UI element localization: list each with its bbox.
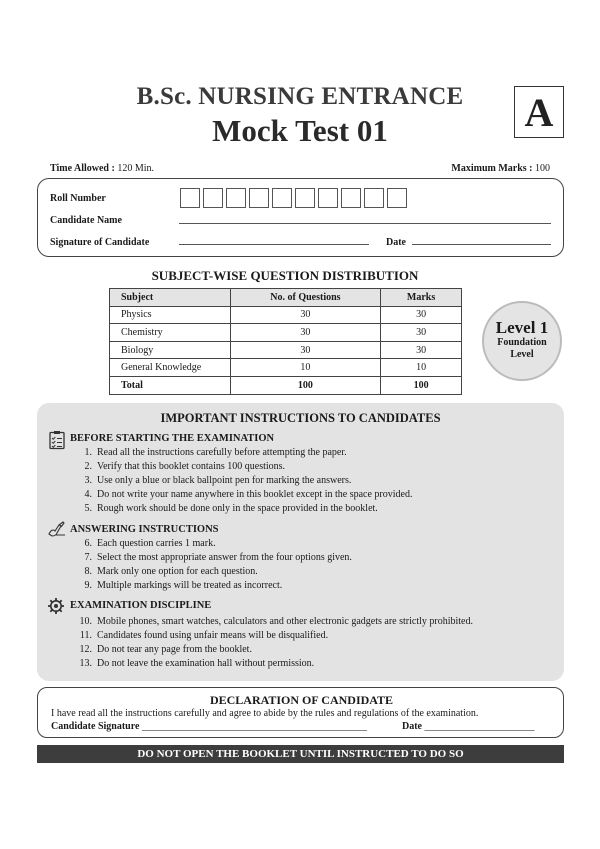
- instruction-item: [70, 616, 473, 627]
- marks-cell: 30: [381, 306, 462, 324]
- time-label: Time Allowed :: [50, 163, 115, 174]
- gear-icon: [47, 597, 65, 615]
- level-badge-line: Foundation: [497, 337, 547, 348]
- declaration-box: [37, 687, 564, 738]
- instruction-number: 8.: [84, 566, 92, 577]
- test-title: Mock Test 01: [212, 113, 388, 148]
- instructions-title: IMPORTANT INSTRUCTIONS TO CANDIDATES: [160, 411, 441, 425]
- questions-cell: 30: [230, 324, 380, 342]
- level-badge: [482, 301, 562, 381]
- instruction-text: Do not write your name anywhere in this booklet except in the space provided.: [97, 489, 413, 500]
- instruction-text: Do not tear any page from the booklet.: [97, 644, 252, 655]
- subject-cell: Total: [110, 376, 231, 394]
- table-row: [110, 359, 462, 377]
- questions-cell: 100: [230, 376, 380, 394]
- date-label: Date: [386, 237, 406, 248]
- instruction-text: Select the most appropriate answer from the four options given.: [97, 552, 352, 563]
- marks-value: 100: [535, 163, 550, 174]
- signature-line[interactable]: [179, 244, 369, 245]
- candidate-signature-label: Candidate Signature: [51, 721, 140, 732]
- time-allowed: [50, 163, 154, 174]
- instruction-item: [70, 447, 347, 458]
- section-heading: ANSWERING INSTRUCTIONS: [70, 524, 219, 535]
- instruction-number: 2.: [84, 461, 92, 472]
- candidate-name-label: Candidate Name: [50, 215, 122, 226]
- instruction-text: Verify that this booklet contains 100 questions.: [97, 461, 286, 472]
- column-header: Subject: [110, 289, 231, 307]
- questions-cell: 30: [230, 306, 380, 324]
- time-value: 120 Min.: [117, 163, 154, 174]
- instruction-text: Candidates found using unfair means will be disqualified.: [97, 630, 329, 641]
- instruction-number: 7.: [84, 552, 92, 563]
- roll-digit-box[interactable]: [341, 188, 361, 208]
- instruction-item: [70, 489, 412, 500]
- instruction-text: Multiple markings will be treated as incorrect.: [97, 580, 283, 591]
- instruction-number: 13.: [79, 658, 92, 669]
- roll-digit-box[interactable]: [272, 188, 292, 208]
- marks-cell: 10: [381, 359, 462, 377]
- declaration-date-label: Date: [402, 721, 422, 732]
- roll-digit-box[interactable]: [203, 188, 223, 208]
- roll-digit-box[interactable]: [364, 188, 384, 208]
- instruction-text: Do not leave the examination hall without permission.: [97, 658, 315, 669]
- roll-digit-box[interactable]: [295, 188, 315, 208]
- instruction-number: 9.: [84, 580, 92, 591]
- instruction-item: [70, 658, 314, 669]
- roll-number-label: Roll Number: [50, 193, 106, 204]
- questions-cell: 30: [230, 341, 380, 359]
- marks-label: Maximum Marks :: [451, 163, 533, 174]
- instruction-text: Mark only one option for each question.: [97, 566, 258, 577]
- subject-cell: Chemistry: [110, 324, 231, 342]
- table-row: [110, 324, 462, 342]
- maximum-marks: [451, 163, 550, 174]
- questions-cell: 10: [230, 359, 380, 377]
- set-letter-box: A: [514, 86, 564, 138]
- candidate-signature-line[interactable]: _____________________________________________: [141, 721, 367, 732]
- instruction-item: [70, 461, 285, 472]
- instruction-item: [70, 538, 216, 549]
- marks-cell: 30: [381, 341, 462, 359]
- table-total-row: [110, 376, 462, 394]
- table-row: [110, 306, 462, 324]
- instruction-item: [70, 475, 351, 486]
- instruction-number: 12.: [79, 644, 92, 655]
- instructions-panel: [37, 403, 564, 681]
- instruction-number: 3.: [84, 475, 92, 486]
- instruction-text: Read all the instructions carefully before attempting the paper.: [97, 447, 347, 458]
- instruction-number: 1.: [84, 447, 92, 458]
- instruction-item: [70, 580, 282, 591]
- instruction-item: [70, 644, 252, 655]
- candidate-signature-field[interactable]: [51, 721, 367, 732]
- distribution-title: SUBJECT-WISE QUESTION DISTRIBUTION: [151, 268, 419, 283]
- checklist-icon: [47, 430, 67, 450]
- roll-digit-box[interactable]: [318, 188, 338, 208]
- declaration-date-line[interactable]: ______________________: [424, 721, 535, 732]
- marks-cell: 30: [381, 324, 462, 342]
- instruction-item: [70, 566, 258, 577]
- footer-banner: DO NOT OPEN THE BOOKLET UNTIL INSTRUCTED TO DO SO: [37, 745, 564, 763]
- table-row: [110, 341, 462, 359]
- section-heading: BEFORE STARTING THE EXAMINATION: [70, 433, 275, 444]
- instruction-number: 10.: [79, 616, 92, 627]
- instruction-text: Rough work should be done only in the space provided in the booklet.: [97, 503, 378, 514]
- table-header-row: [110, 289, 462, 307]
- instruction-text: Each question carries 1 mark.: [97, 538, 216, 549]
- exam-title: B.Sc. NURSING ENTRANCE: [136, 83, 464, 110]
- instruction-number: 11.: [79, 630, 92, 641]
- roll-digit-box[interactable]: [180, 188, 200, 208]
- instruction-item: [70, 503, 378, 514]
- declaration-date-field[interactable]: [402, 721, 535, 732]
- level-badge-line: Level: [510, 349, 534, 360]
- candidate-details-box: [37, 178, 564, 257]
- roll-digit-box[interactable]: [387, 188, 407, 208]
- instruction-item: [70, 630, 328, 641]
- marks-cell: 100: [381, 376, 462, 394]
- instruction-item: [70, 552, 352, 563]
- instruction-number: 5.: [84, 503, 92, 514]
- distribution-table: [109, 288, 462, 395]
- date-line[interactable]: [412, 244, 551, 245]
- declaration-title: DECLARATION OF CANDIDATE: [209, 693, 394, 707]
- roll-digit-box[interactable]: [249, 188, 269, 208]
- section-heading: EXAMINATION DISCIPLINE: [70, 600, 212, 611]
- candidate-name-line[interactable]: [179, 223, 551, 224]
- signature-label: Signature of Candidate: [50, 237, 150, 248]
- roll-number-boxes[interactable]: [180, 188, 407, 208]
- level-badge-title: Level 1: [495, 318, 549, 337]
- column-header: Marks: [381, 289, 462, 307]
- subject-cell: General Knowledge: [110, 359, 231, 377]
- declaration-text: I have read all the instructions carefully and agree to abide by the rules and regulations of the examination.: [51, 708, 479, 719]
- instruction-number: 4.: [84, 489, 92, 500]
- column-header: No. of Questions: [230, 289, 380, 307]
- roll-digit-box[interactable]: [226, 188, 246, 208]
- subject-cell: Biology: [110, 341, 231, 359]
- instruction-number: 6.: [84, 538, 92, 549]
- instruction-text: Use only a blue or black ballpoint pen for marking the answers.: [97, 475, 352, 486]
- subject-cell: Physics: [110, 306, 231, 324]
- instruction-text: Mobile phones, smart watches, calculators and other electronic gadgets are strictly prohibited.: [97, 616, 473, 627]
- writing-hand-icon: [47, 521, 67, 537]
